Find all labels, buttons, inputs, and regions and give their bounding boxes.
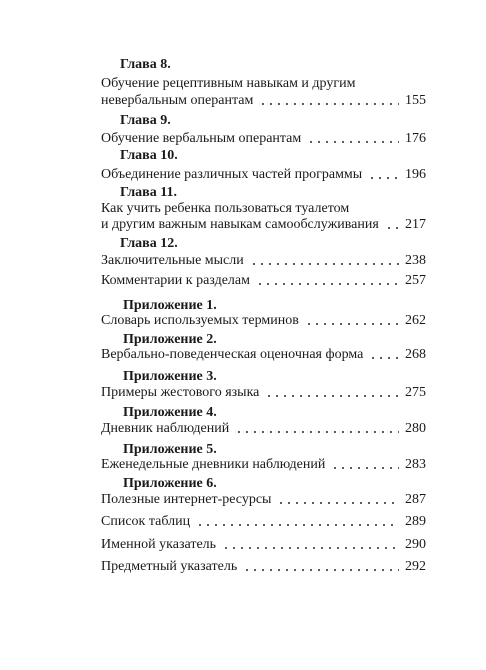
toc-entry-appendix-4[interactable]: [101, 421, 426, 437]
toc-entry-title: Еженедельные дневники наблюдений: [101, 457, 326, 472]
toc-heading-chapter-10: Глава 10.: [120, 148, 178, 163]
toc-entry-title: Объединение различных частей программы: [101, 167, 363, 182]
toc-entry-title: Примеры жестового языка: [101, 385, 260, 400]
toc-page-number: 196: [405, 167, 426, 182]
toc-entry-chapter-11-line-1[interactable]: [101, 201, 426, 217]
toc-heading-appendix-5: Приложение 5.: [123, 442, 217, 457]
toc-page-number: 275: [405, 385, 426, 400]
toc-entry-title: Предметный указатель: [101, 559, 238, 574]
dot-leader: [250, 262, 399, 266]
toc-page-number: 176: [405, 131, 426, 146]
toc-entry-chapter-9[interactable]: [101, 131, 426, 147]
toc-page-number: 217: [405, 217, 426, 232]
toc-entry-chapter-8-line-1[interactable]: [101, 76, 426, 92]
toc-entry-appendix-6[interactable]: [101, 492, 426, 508]
toc-page-number: 238: [405, 253, 426, 268]
dot-leader: [265, 394, 399, 398]
toc-page-number: 280: [405, 421, 426, 436]
toc-entry-appendix-1[interactable]: [101, 313, 426, 329]
toc-entry-title: Обучение рецептивным навыкам и другим: [101, 76, 356, 91]
toc-page-number: 289: [405, 514, 426, 529]
dot-leader: [369, 356, 399, 360]
toc-entry-chapter-8[interactable]: [101, 93, 426, 109]
toc-entry-title: Вербально-поведенческая оценочная форма: [101, 347, 364, 362]
toc-entry-title: невербальным оперантам: [101, 93, 254, 108]
toc-entry-title: Обучение вербальным оперантам: [101, 131, 302, 146]
dot-leader: [256, 282, 399, 286]
toc-heading-chapter-11: Глава 11.: [120, 185, 177, 200]
toc-heading-appendix-4: Приложение 4.: [123, 405, 217, 420]
toc-entry-chapter-12[interactable]: [101, 253, 426, 269]
toc-entry-title: Список таблиц: [101, 514, 191, 529]
dot-leader: [243, 568, 399, 572]
toc-entry-appendix-3[interactable]: [101, 385, 426, 401]
toc-entry-name-index[interactable]: [101, 537, 426, 553]
dot-leader: [331, 466, 399, 470]
toc-entry-list-of-tables[interactable]: [101, 514, 426, 530]
toc-entry-title: Как учить ребенка пользоваться туалетом: [101, 201, 350, 216]
dot-leader: [277, 501, 399, 505]
toc-page-number: 257: [405, 273, 426, 288]
toc-page-number: 290: [405, 537, 426, 552]
dot-leader: [259, 102, 399, 106]
toc-entry-title: Именной указатель: [101, 537, 217, 552]
toc-heading-appendix-1: Приложение 1.: [123, 298, 217, 313]
dot-leader: [305, 322, 399, 326]
dot-leader: [196, 523, 399, 527]
toc-entry-title: и другим важным навыкам самообслуживания: [101, 217, 379, 232]
toc-entry-title: Комментарии к разделам: [101, 273, 250, 288]
dot-leader: [368, 176, 399, 180]
dot-leader: [307, 140, 399, 144]
toc-entry-comments[interactable]: [101, 273, 426, 289]
toc-entry-title: Полезные интернет-ресурсы: [101, 492, 272, 507]
toc-heading-appendix-6: Приложение 6.: [123, 476, 217, 491]
toc-entry-chapter-11[interactable]: [101, 217, 426, 233]
toc-entry-appendix-5[interactable]: [101, 457, 426, 473]
toc-entry-title: Словарь используемых терминов: [101, 313, 299, 328]
toc-entry-title: Дневник наблюдений: [101, 421, 230, 436]
toc-page-number: 262: [405, 313, 426, 328]
toc-heading-appendix-3: Приложение 3.: [123, 369, 217, 384]
toc-heading-chapter-9: Глава 9.: [120, 113, 171, 128]
toc-page-number: 268: [405, 347, 426, 362]
toc-heading-chapter-8: Глава 8.: [120, 57, 171, 72]
toc-entry-chapter-10[interactable]: [101, 167, 426, 183]
dot-leader: [222, 546, 399, 550]
toc-entry-subject-index[interactable]: [101, 559, 426, 575]
toc-entry-title: Заключительные мысли: [101, 253, 244, 268]
toc-page-number: 287: [405, 492, 426, 507]
toc-heading-appendix-2: Приложение 2.: [123, 332, 217, 347]
toc-page-number: 292: [405, 559, 426, 574]
toc-page-number: 283: [405, 457, 426, 472]
toc-page-number: 155: [405, 93, 426, 108]
toc-entry-appendix-2[interactable]: [101, 347, 426, 363]
dot-leader: [385, 226, 399, 230]
toc-heading-chapter-12: Глава 12.: [120, 236, 178, 251]
dot-leader: [235, 430, 399, 434]
